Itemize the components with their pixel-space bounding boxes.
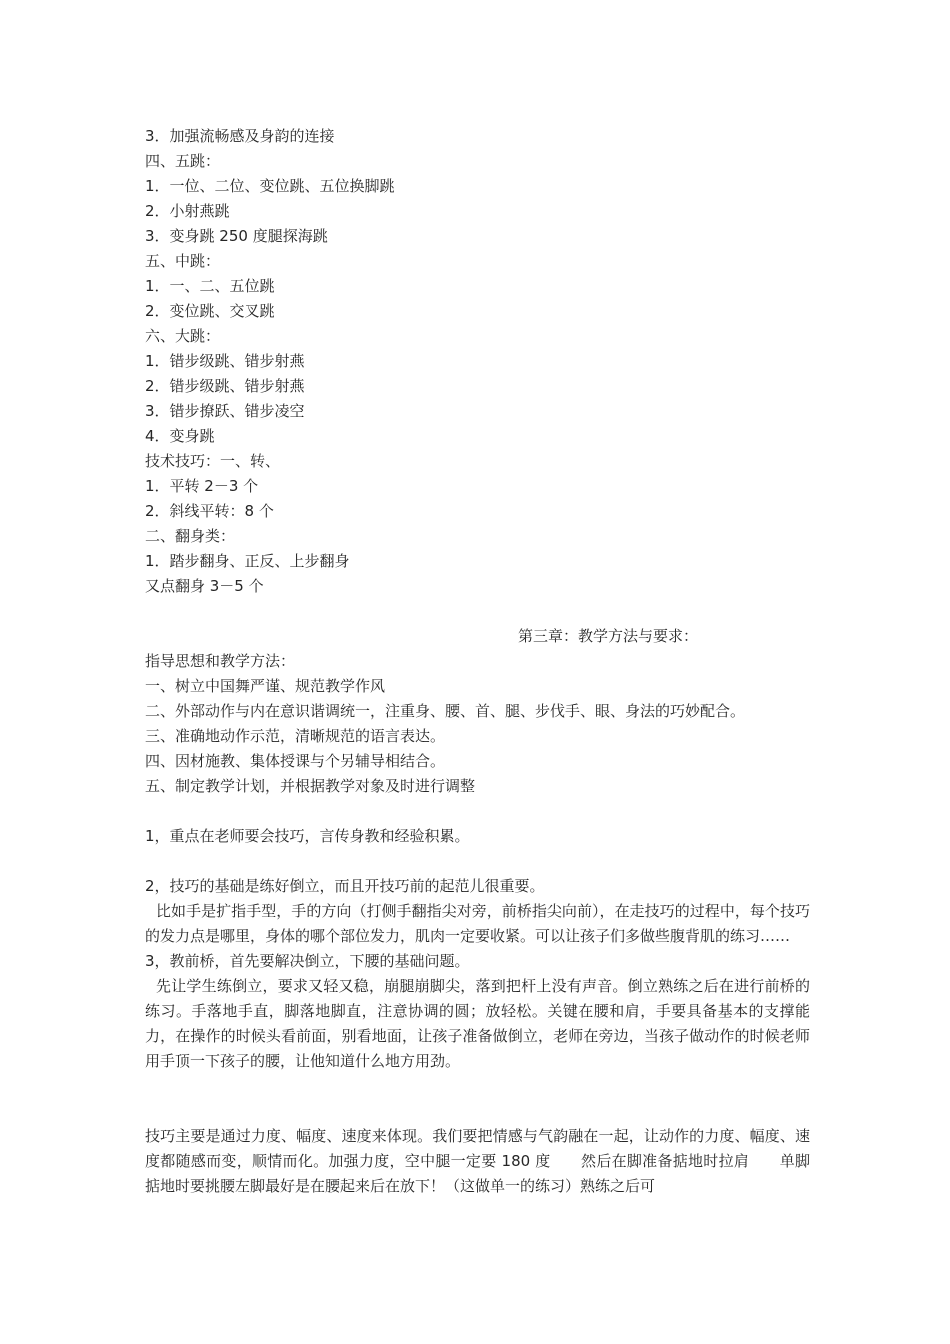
text-line: 3．加强流畅感及身韵的连接 (145, 127, 335, 145)
chapter-title: 第三章：教学方法与要求： (518, 627, 699, 645)
section-heading: 技术技巧：一、转、 (145, 452, 281, 470)
text-line: 2．斜线平转：8 个 (145, 502, 274, 520)
method-item: 四、因材施教、集体授课与个另辅导相结合。 (145, 752, 446, 770)
point-three-detail: 先让学生练倒立，要求又轻又稳，崩腿崩脚尖，落到把杆上没有声音。倒立熟练之后在进行前桥的练习。手落地手直，脚落地脚直，注意协调的圆；放轻松。关键在腰和肩，手要具备基本的支撑能力，在操作的时候头看前面，别看地面，让孩子准备做倒立，老师在旁边，当孩子做动作的时候老师用手顶一下孩子的腰，让他知道什么地方用劲。 (145, 977, 810, 1070)
section-heading: 五、中跳： (145, 252, 221, 270)
text-line: 3．错步撩跃、错步凌空 (145, 402, 305, 420)
point-three: 3，教前桥，首先要解决倒立，下腰的基础问题。 (145, 952, 470, 970)
method-item: 三、准确地动作示范，清晰规范的语言表达。 (145, 727, 446, 745)
text-line: 1．错步级跳、错步射燕 (145, 352, 305, 370)
spacer (145, 1074, 810, 1124)
method-item: 二、外部动作与内在意识谐调统一，注重身、腰、首、腿、步伐手、眼、身法的巧妙配合。 (145, 702, 746, 720)
text-line: 4．变身跳 (145, 427, 215, 445)
text-line: 2．变位跳、交叉跳 (145, 302, 275, 320)
text-line: 1．平转 2－3 个 (145, 477, 259, 495)
section-heading: 六、大跳： (145, 327, 221, 345)
text-line: 2．小射燕跳 (145, 202, 230, 220)
point-one: 1，重点在老师要会技巧，言传身教和经验积累。 (145, 827, 470, 845)
section-heading: 二、翻身类： (145, 527, 236, 545)
text-line: 1．踏步翻身、正反、上步翻身 (145, 552, 350, 570)
text-line: 1．一位、二位、变位跳、五位换脚跳 (145, 177, 395, 195)
point-two-detail: 比如手是扩指手型，手的方向（打侧手翻指尖对旁，前桥指尖向前），在走技巧的过程中，每个技巧的发力点是哪里，身体的哪个部位发力，肌肉一定要收紧。可以让孩子们多做些腹背肌的练习…… (145, 902, 810, 945)
spacer (145, 799, 810, 824)
text-line: 又点翻身 3－5 个 (145, 577, 264, 595)
section-heading: 四、五跳： (145, 152, 221, 170)
text-line: 3．变身跳 250 度腿探海跳 (145, 227, 328, 245)
text-line: 1．一、二、五位跳 (145, 277, 275, 295)
text-line: 2．错步级跳、错步射燕 (145, 377, 305, 395)
method-item: 一、树立中国舞严谨、规范教学作风 (145, 677, 386, 695)
closing-paragraph: 技巧主要是通过力度、幅度、速度来体现。我们要把情感与气韵融在一起，让动作的力度、幅度、速度都随感而变，顺情而化。加强力度，空中腿一定要 180 度 然后在脚准备掂地时拉肩 单脚掂地时要挑腰左脚最好是在腰起来后在放下！（这做单一的练习）熟练之后可 (145, 1127, 810, 1195)
method-heading: 指导思想和教学方法： (145, 652, 296, 670)
document-body (145, 124, 810, 1199)
point-two: 2，技巧的基础是练好倒立，而且开技巧前的起范儿很重要。 (145, 877, 545, 895)
spacer (145, 849, 810, 874)
method-item: 五、制定教学计划，并根据教学对象及时进行调整 (145, 777, 476, 795)
spacer (145, 599, 810, 624)
